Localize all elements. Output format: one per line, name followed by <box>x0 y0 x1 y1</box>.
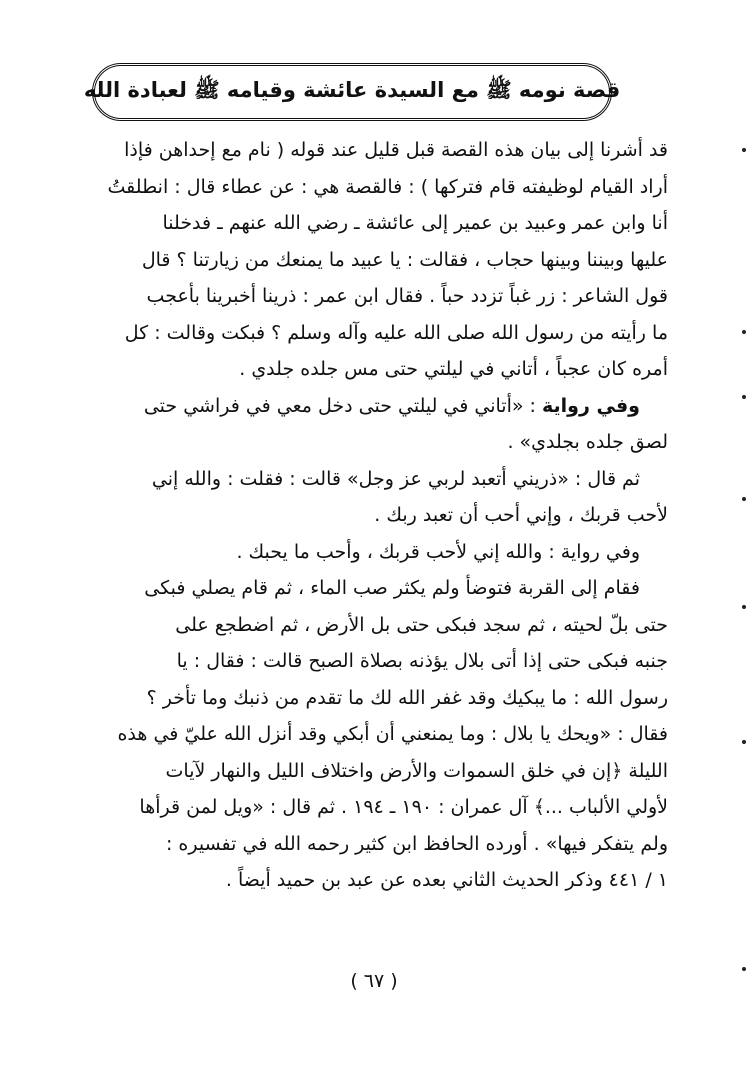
text-line: أراد القيام لوظيفته قام فتركها ) : فالقصة هي : عن عطاء قال : انطلقتُ <box>107 175 668 198</box>
text-line: ما رأيته من رسول الله صلى الله عليه وآله وسلم ؟ فبكت وقالت : كل <box>124 321 668 344</box>
edge-mark <box>742 497 746 501</box>
text-line <box>40 388 668 425</box>
text-line: ولم يتفكر فيها» . أورده الحافظ ابن كثير رحمه الله في تفسيره : <box>165 832 668 855</box>
text-line: حتى بلّ لحيته ، ثم سجد فبكى حتى بل الأرض ، ثم اضطجع على <box>175 613 668 636</box>
text-line: ثم قال : «ذريني أتعبد لربي عز وجل» قالت : فقلت : والله إني <box>151 467 640 490</box>
edge-mark <box>742 967 746 971</box>
text-line: أنا وابن عمر وعبيد بن عمير إلى عائشة ـ رضي الله عنهم ـ فدخلنا <box>162 212 668 234</box>
text-line: الليلة ﴿إن في خلق السموات والأرض واختلاف الليل والنهار لآيات <box>165 759 668 782</box>
text-line: لأحب قربك ، وإني أحب أن تعبد ربك . <box>374 504 668 526</box>
edge-mark <box>742 395 746 399</box>
body-text <box>40 132 668 899</box>
edge-mark <box>742 740 746 744</box>
text-line: قد أشرنا إلى بيان هذه القصة قبل قليل عند قوله ( نام مع إحداهن فإذا <box>124 139 668 161</box>
text-line: لأولي الألباب ...﴾ آل عمران : ١٩٠ ـ ١٩٤ . ثم قال : «ويل لمن قرأها <box>139 796 668 818</box>
page-number: ( ٦٧ ) <box>350 970 398 992</box>
text-line: عليها وبيننا وبينها حجاب ، فقالت : يا عبيد ما يمنعك من زيارتنا ؟ قال <box>141 248 668 271</box>
chapter-title-frame <box>83 63 621 121</box>
text-line: وفي رواية : والله إني لأحب قربك ، وأحب ما يحبك . <box>236 540 640 563</box>
line-rest: : «أتاني في ليلتي حتى دخل معي في فراشي حتى <box>143 394 542 417</box>
edge-mark <box>742 148 746 152</box>
edge-mark <box>742 605 746 609</box>
text-line: رسول الله : ما يبكيك وقد غفر الله لك ما تقدم من ذنبك وما تأخر ؟ <box>146 686 668 709</box>
text-line: قول الشاعر : زر غباً تزدد حباً . فقال ابن عمر : ذرينا أخبرينا بأعجب <box>146 285 668 307</box>
line-lead: وفي رواية <box>541 394 640 417</box>
chapter-title: قصة نومه ﷺ مع السيدة عائشة وقيامه ﷺ لعبادة الله <box>83 77 621 102</box>
text-line: جنبه فبكى حتى إذا أتى بلال يؤذنه بصلاة الصبح قالت : فقال : يا <box>176 650 668 672</box>
edge-mark <box>742 330 746 334</box>
text-line: لصق جلده بجلدي» . <box>507 431 668 453</box>
text-line: فقام إلى القربة فتوضأ ولم يكثر صب الماء ، ثم قام يصلي فبكى <box>144 577 640 599</box>
text-line: فقال : «ويحك يا بلال : وما يمنعني أن أبكي وقد أنزل الله عليّ في هذه <box>117 723 668 745</box>
text-line: أمره كان عجباً ، أتاني في ليلتي حتى مس جلده جلدي . <box>239 358 668 380</box>
text-line: ١ / ٤٤١ وذكر الحديث الثاني بعده عن عبد بن حميد أيضاً . <box>225 869 668 891</box>
